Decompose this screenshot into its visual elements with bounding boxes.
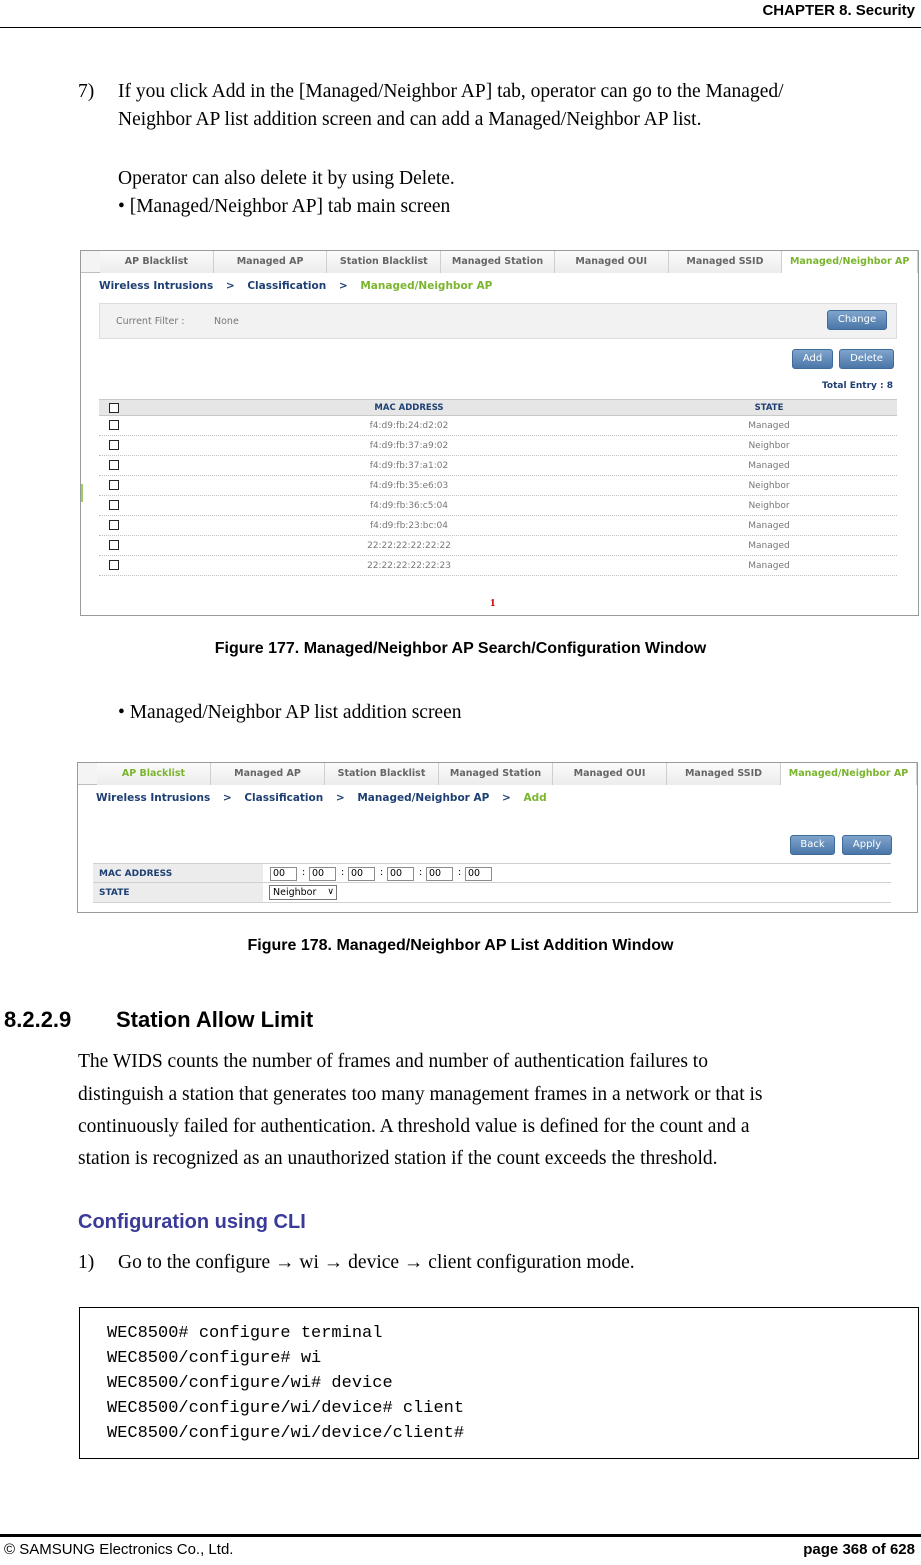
state-label: STATE [93,883,263,902]
row-checkbox[interactable] [109,420,119,430]
step-text-line2: Neighbor AP list addition screen and can add a Managed/Neighbor AP list. [118,109,702,130]
add-form [93,863,891,903]
row-mac: f4:d9:fb:37:a1:02 [369,461,449,471]
figure-178-caption: Figure 178. Managed/Neighbor AP List Addition Window [247,937,674,954]
row-mac: f4:d9:fb:24:d2:02 [369,421,449,431]
tab-station-blacklist[interactable]: Station Blacklist [325,763,439,785]
table-row[interactable] [99,456,897,476]
row-state: Managed [748,541,790,551]
total-entry: Total Entry : 8 [821,381,893,391]
mac-octet-6-input[interactable]: 00 [465,867,492,881]
change-button[interactable]: Change [827,310,887,330]
state-row [93,883,891,903]
row-mac: f4:d9:fb:35:e6:03 [369,481,449,491]
tab-managed-neighbor-ap[interactable]: Managed/Neighbor AP [781,763,917,785]
tab-ap-blacklist[interactable]: AP Blacklist [97,763,211,785]
code-line: WEC8500/configure/wi# device [107,1374,393,1393]
tab-ap-blacklist[interactable]: AP Blacklist [100,251,214,273]
body-line2: distinguish a station that generates too many management frames in a network or that is [78,1084,763,1105]
back-button[interactable]: Back [790,835,835,855]
chevron-down-icon: ∨ [327,887,334,897]
mac-octet-4-input[interactable]: 00 [387,867,414,881]
delete-button[interactable]: Delete [839,349,894,369]
table-header [99,399,897,416]
table-row[interactable] [99,436,897,456]
mac-separator: : [458,867,462,878]
figure-177-caption: Figure 177. Managed/Neighbor AP Search/Configuration Window [214,640,707,657]
state-select[interactable] [269,885,337,900]
page-link[interactable]: 1 [490,597,496,609]
left-marker [81,484,83,502]
table-row[interactable] [99,416,897,436]
body-line3: continuously failed for authentication. A threshold value is defined for the count and a [78,1116,750,1137]
select-all-checkbox[interactable] [109,403,119,413]
row-state: Neighbor [748,501,790,511]
col-mac-address: MAC ADDRESS [374,403,444,413]
mac-separator: : [302,867,306,878]
code-line: WEC8500/configure/wi/device/client# [107,1424,465,1443]
breadcrumb-item[interactable]: Wireless Intrusions [96,792,211,804]
mac-separator: : [380,867,384,878]
section-title: Station Allow Limit [116,1007,314,1032]
mac-octet-3-input[interactable]: 00 [348,867,375,881]
mac-octet-1-input[interactable]: 00 [270,867,297,881]
apply-button[interactable]: Apply [842,835,892,855]
tab-managed-neighbor-ap[interactable]: Managed/Neighbor AP [782,251,918,273]
ap-table [99,399,897,576]
row-state: Managed [748,561,790,571]
tab-bar [81,251,918,273]
mac-address-label: MAC ADDRESS [93,864,263,882]
body-line4: station is recognized as an unauthorized station if the count exceeds the threshold. [78,1148,718,1169]
mac-address-row [93,863,891,883]
step-number: 7) [78,81,95,102]
row-checkbox[interactable] [109,460,119,470]
breadcrumb-item[interactable]: Classification [244,792,324,804]
row-state: Managed [748,421,790,431]
breadcrumb-separator: > [335,792,345,804]
tab-managed-ap[interactable]: Managed AP [214,251,328,273]
tab-managed-ssid[interactable]: Managed SSID [667,763,781,785]
step-text-line3: Operator can also delete it by using Delete. [118,168,455,189]
section-heading [4,1007,313,1033]
add-ap-screenshot [77,762,918,913]
tab-managed-station[interactable]: Managed Station [439,763,553,785]
cli-heading: Configuration using CLI [78,1211,306,1233]
tab-bar [78,763,917,785]
body-line1: The WIDS counts the number of frames and number of authentication failures to [78,1051,708,1072]
code-line: WEC8500# configure terminal [107,1324,383,1343]
breadcrumb-separator: > [225,280,235,292]
row-mac: 22:22:22:22:22:22 [367,541,451,551]
breadcrumb-item[interactable]: Classification [247,280,327,292]
mac-octet-5-input[interactable]: 00 [426,867,453,881]
breadcrumb [96,792,556,804]
row-mac: 22:22:22:22:22:23 [367,561,451,571]
row-mac: f4:d9:fb:36:c5:04 [370,501,448,511]
filter-label: Current Filter : [116,316,185,327]
footer-rule [0,1534,921,1537]
breadcrumb-item[interactable]: Wireless Intrusions [99,280,214,292]
mac-separator: : [419,867,423,878]
table-row[interactable] [99,556,897,576]
tab-managed-oui[interactable]: Managed OUI [553,763,667,785]
filter-value: None [214,316,239,327]
row-checkbox[interactable] [109,440,119,450]
row-checkbox[interactable] [109,520,119,530]
tab-managed-ap[interactable]: Managed AP [211,763,325,785]
breadcrumb-current: Add [523,792,547,804]
tab-station-blacklist[interactable]: Station Blacklist [327,251,441,273]
tab-managed-ssid[interactable]: Managed SSID [669,251,783,273]
footer-page-number: page 368 of 628 [803,1541,915,1558]
breadcrumb-separator: > [501,792,511,804]
bullet-main-screen: • [Managed/Neighbor AP] tab main screen [118,196,451,217]
table-row[interactable] [99,536,897,556]
section-number: 8.2.2.9 [4,1007,72,1032]
breadcrumb-current: Managed/Neighbor AP [360,280,493,292]
mac-octet-2-input[interactable]: 00 [309,867,336,881]
breadcrumb-separator: > [222,792,232,804]
col-state: STATE [754,403,784,413]
row-checkbox[interactable] [109,480,119,490]
table-row[interactable] [99,476,897,496]
code-line: WEC8500/configure# wi [107,1349,322,1368]
filter-bar [99,303,897,339]
step-text-line1: If you click Add in the [Managed/Neighbor AP] tab, operator can go to the Managed/ [118,81,784,102]
code-line: WEC8500/configure/wi/device# client [107,1399,465,1418]
managed-neighbor-ap-screenshot [80,250,919,616]
tab-managed-oui[interactable]: Managed OUI [555,251,669,273]
row-mac: f4:d9:fb:37:a9:02 [369,441,449,451]
cli-step-text: Go to the configure → wi → device → client configuration mode. [118,1252,635,1273]
breadcrumb-separator: > [338,280,348,292]
row-checkbox[interactable] [109,500,119,510]
page-header [0,0,921,28]
footer-copyright: © SAMSUNG Electronics Co., Ltd. [4,1541,234,1558]
row-state: Managed [748,521,790,531]
table-row[interactable] [99,496,897,516]
table-row[interactable] [99,516,897,536]
breadcrumb-item[interactable]: Managed/Neighbor AP [357,792,490,804]
row-mac: f4:d9:fb:23:bc:04 [370,521,448,531]
state-select-value: Neighbor [273,887,317,898]
row-state: Managed [748,461,790,471]
breadcrumb [99,280,501,292]
row-state: Neighbor [748,441,790,451]
bullet-addition-screen: • Managed/Neighbor AP list addition screen [118,702,462,723]
row-state: Neighbor [748,481,790,491]
row-checkbox[interactable] [109,540,119,550]
add-button[interactable]: Add [792,349,833,369]
cli-step-number: 1) [78,1252,95,1273]
cli-code-block [79,1307,919,1459]
row-checkbox[interactable] [109,560,119,570]
tab-managed-station[interactable]: Managed Station [441,251,555,273]
mac-separator: : [341,867,345,878]
chapter-title: CHAPTER 8. Security [762,2,915,19]
